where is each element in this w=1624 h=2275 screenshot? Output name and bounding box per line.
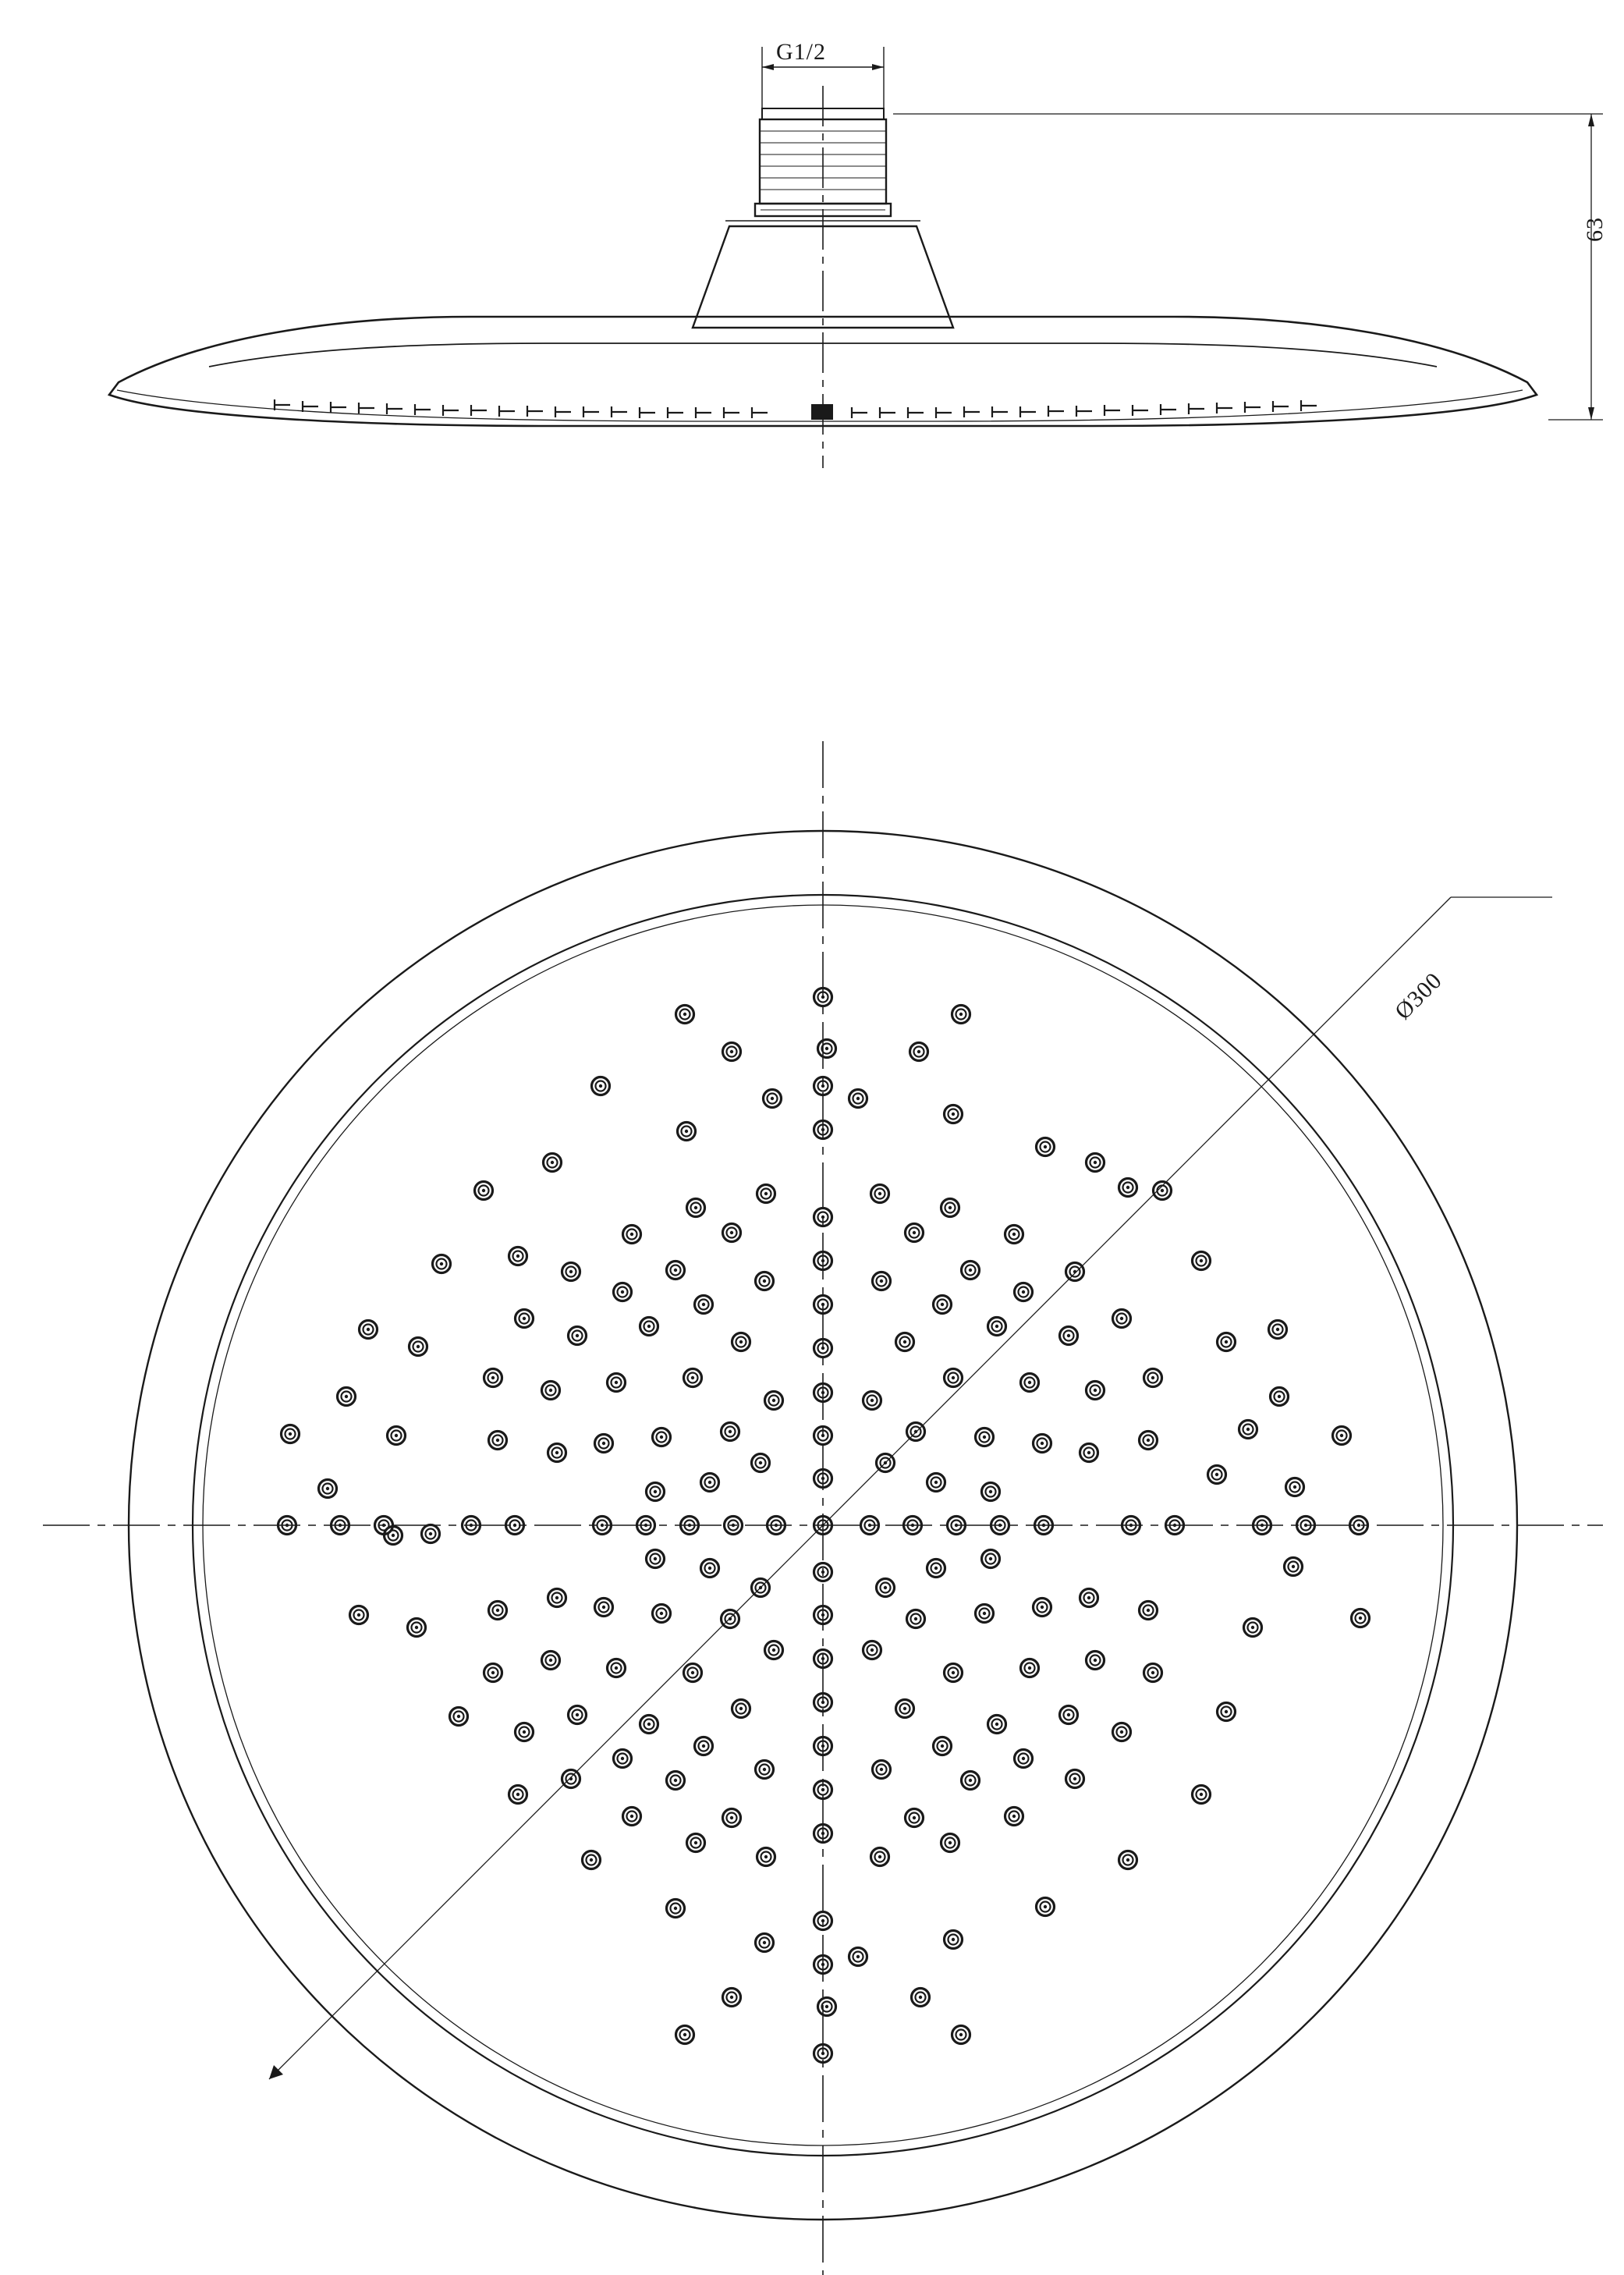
thread-size-dimension-label: G1/2 bbox=[776, 39, 826, 65]
side-elevation-view bbox=[109, 47, 1603, 468]
height-dimension bbox=[893, 114, 1603, 420]
nozzle-band-side bbox=[275, 399, 1317, 418]
center-nozzle-side bbox=[811, 404, 833, 420]
overall-diameter-dimension-label: Ø300 bbox=[1390, 967, 1448, 1025]
bottom-plan-view bbox=[43, 741, 1603, 2275]
overall-height-dimension-label: 63 bbox=[1582, 217, 1608, 242]
diameter-dimension bbox=[269, 897, 1552, 2079]
